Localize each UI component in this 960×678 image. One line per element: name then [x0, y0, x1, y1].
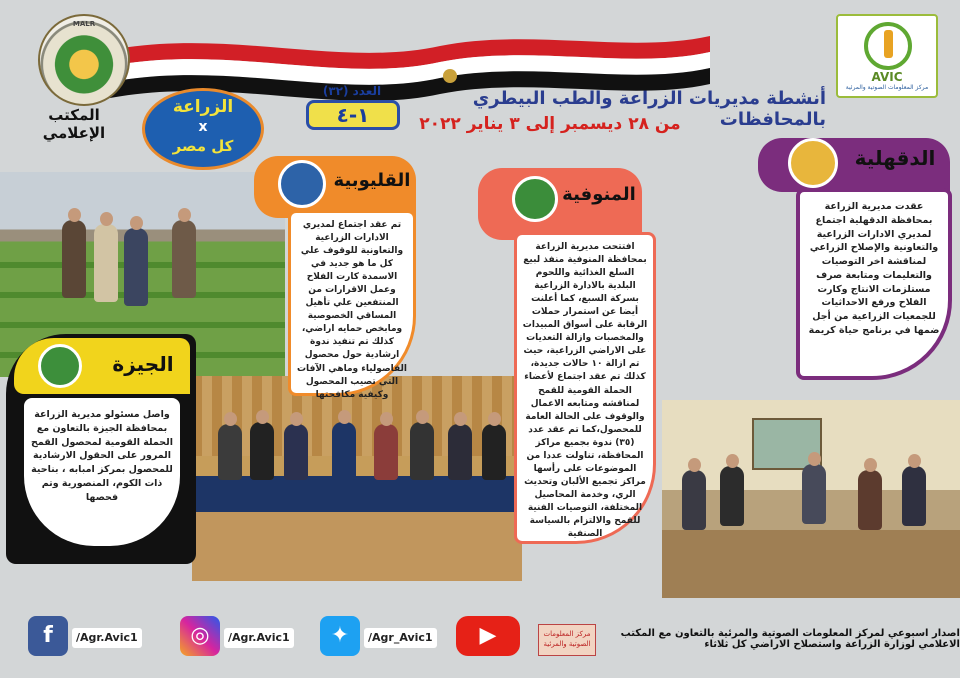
issue-label: العدد (٣٢) [322, 84, 382, 98]
campaign-x: x [198, 119, 208, 135]
qalyubia-body: تم عقد اجتماع لمديري الادارات الزراعية والتعاونية للوقوف علي كل ما هو جديد في الاسمدة كارت الفلاح وعمل الاقرارات من المنتفعين علي تأهيل المساقي الخصوصية ومابخص حمايه اراضي، كذلك تم تنفيذ ندوة ارشادية حول محصول الفاصولياء وماهي الآفات التي تصيب المحصول وكيفيه مكافحتها [288, 210, 416, 396]
media-office-label: المكتب الإعلامي [42, 106, 106, 142]
dakahlia-emblem-icon [788, 138, 838, 188]
qalyubia-title: القليوبية [333, 170, 411, 191]
ministry-logo-text: MALR [72, 20, 96, 28]
avic-subtitle: مركز المعلومات الصوتية والمرئية [845, 84, 929, 91]
giza-body: واصل مسئولو مديرية الزراعة بمحافظة الجيزة بالتعاون مع الحملة القومية لمحصول القمح المرور على الحقول الارشادية للمحصول بمركز امبابه ، بناحية ذات الكوم، المنصورية وتم فحصها [24, 398, 180, 546]
dakahlia-title: الدقهلية [854, 146, 936, 170]
campaign-title: الزراعة [172, 97, 234, 117]
instagram-link[interactable] [180, 616, 310, 658]
date-range: من ٢٨ ديسمبر إلى ٣ يناير ٢٠٢٢ [419, 114, 681, 134]
youtube-link[interactable] [456, 616, 536, 658]
youtube-channel-label: مركز المعلومات الصوتية والمرئية [538, 624, 596, 656]
youtube-icon: ▶ [456, 616, 520, 656]
instagram-handle[interactable]: /Agr.Avic1 [224, 628, 294, 648]
facebook-handle[interactable]: /Agr.Avic1 [72, 628, 142, 648]
menoufia-body: افتتحت مديرية الزراعة بمحافظة المنوفية منفذ لبيع السلع الغذائية واللحوم البلدية بالادارة الزراعية بسركة السبع، كما أعلنت أيضا عن استمرار حملات الرقابة على أسواق المبيدات والمخصبات وازالة التعديات على الاراضي الزراعية، حيث تم ازالة ١٠ حالات جديدة، كذلك تم عقد اجتماع لأعضاء الحملة القومية للقمح لمناقشه ومتابعه الاعمال والوقوف على الحالة العامة للمحصول،كما تم عقد عدد (٣٥) ندوة بجميع مراكز المحافظة، تناولت عددا من الموضوعات على رأسها مراكز تجميع الألبان وتحديث الري، وخدمة المحاصيل المختلفة، التوصيات الفنية للقمح والالتزام بالسياسة الصنفية [514, 232, 656, 544]
facebook-icon: f [28, 616, 68, 656]
campaign-badge [142, 88, 264, 170]
instagram-icon: ◎ [180, 616, 220, 656]
dakahlia-body: عقدت مديرية الزراعة بمحافظة الدقهلية اجتماع لمديري الادارات الزراعية والتعاونية والإصلاح الزراعي لمناقشة اخر التوصيات والتعليمات ومتابعة صرف مستلزمات الانتاج وكارت الفلاح ورفع الاحداثيات للجمعيات الزراعية من أجل ضمها في برنامج حياة كريمة [796, 188, 952, 380]
avic-label: AVIC [871, 70, 903, 84]
giza-title: الجيزة [112, 352, 174, 376]
twitter-handle[interactable]: /Agr_Avic1 [364, 628, 437, 648]
twitter-link[interactable] [320, 616, 450, 658]
footer-text: اصدار اسبوعي لمركز المعلومات الصوتية والمرئية بالتعاون مع المكتب الاعلامي لوزارة الزراعة واستصلاح الاراضي كل ثلاثاء [620, 628, 960, 650]
twitter-icon: ✦ [320, 616, 360, 656]
qalyubia-emblem-icon [278, 160, 326, 208]
microphone-icon [884, 30, 893, 58]
meeting-photo [192, 376, 522, 581]
giza-emblem-icon [38, 344, 82, 388]
page-title: أنشطة مديريات الزراعة والطب البيطري بالمحافظات [472, 88, 826, 130]
menoufia-title: المنوفية [562, 184, 636, 205]
avic-logo [836, 14, 938, 98]
menoufia-emblem-icon [512, 176, 558, 222]
issue-number: ١-٤ [306, 100, 400, 130]
facebook-link[interactable] [28, 616, 158, 658]
campaign-subtitle: كل مصر [172, 137, 234, 155]
meeting-room-photo [662, 400, 960, 598]
